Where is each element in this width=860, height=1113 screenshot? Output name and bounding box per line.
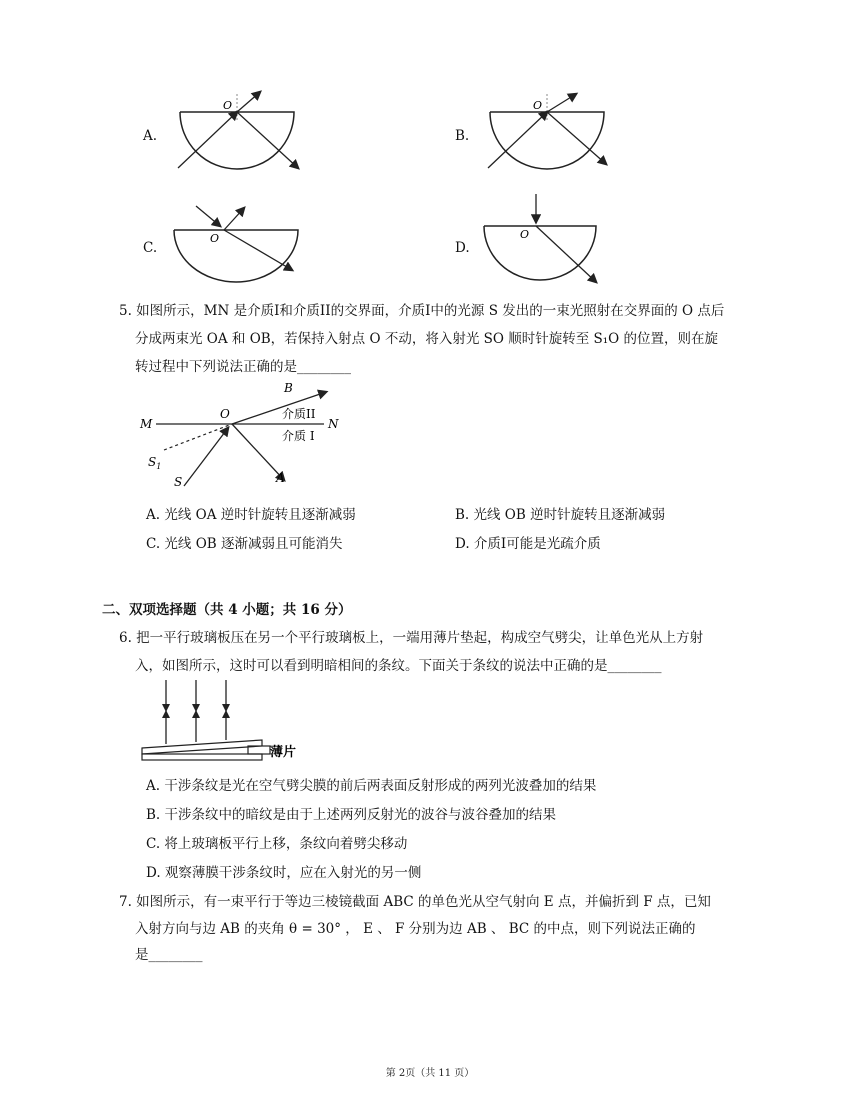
q5-label-s1: $S_1$ [148,455,162,471]
q5-label-a: A [276,471,285,485]
q6-option-c: C. 将上玻璃板平行上移，条纹向着劈尖移动 [146,836,408,852]
q6-label-shim: 薄片 [270,745,297,760]
q4-option-b-label: B. [455,128,470,144]
q5-line-2: 分成两束光 OA 和 OB，若保持入射点 O 不动，将入射光 SO 顺时针旋转至 S₁O 的位置，则在旋 [135,331,719,347]
q4-option-c-label: C. [143,240,158,256]
q4-option-d-diagram [478,192,618,288]
section-2-title: 二、双项选择题（共 4 小题；共 16 分） [102,602,352,618]
q4a-point-o: O [223,99,233,112]
q4-option-c-diagram [168,198,308,290]
q5-label-n: N [328,417,339,431]
q4d-point-o: O [520,228,530,241]
q6-line-2: 入，如图所示，这时可以看到明暗相间的条纹。下面关于条纹的说法中正确的是________ [135,658,662,674]
q5-label-medium2: 介质II [282,407,316,421]
q5-line-1: 5. 如图所示，MN 是介质I和介质II的交界面，介质I中的光源 S 发出的一束光照射在交界面的 O 点后 [119,303,725,319]
q6-line-1: 6. 把一平行玻璃板压在另一个平行玻璃板上，一端用薄片垫起，构成空气劈尖，让单色光从上方射 [119,630,704,646]
q7-line-2: 入射方向与边 AB 的夹角 θ = 30° ， E 、 F 分别为边 AB 、 BC 的中点，则下列说法正确的 [135,921,696,937]
q4b-point-o: O [533,99,543,112]
q5-option-d: D. 介质I可能是光疏介质 [455,536,601,552]
q6-option-d: D. 观察薄膜干涉条纹时，应在入射光的另一侧 [146,865,422,881]
q4-option-a-label: A. [143,128,158,144]
q4-option-d-label: D. [455,240,470,256]
q5-label-medium1: 介质 I [282,429,315,443]
q7-line-3: 是________ [135,947,203,963]
page-footer: 第 2页（共 11 页） [385,1068,475,1079]
q7-line-1: 7. 如图所示，有一束平行于等边三棱镜截面 ABC 的单色光从空气射向 E 点，并偏折到 F 点，已知 [119,894,711,910]
q5-label-m: M [140,417,153,431]
q5-line-3: 转过程中下列说法正确的是________ [135,359,351,375]
q5-label-s: S [174,475,183,489]
q5-option-b: B. 光线 OB 逆时针旋转且逐渐减弱 [455,507,666,523]
q5-option-a: A. 光线 OA 逆时针旋转且逐渐减弱 [146,507,356,523]
q6-diagram [138,680,298,766]
q5-option-c: C. 光线 OB 逐渐减弱且可能消失 [146,536,343,552]
q5-label-o: O [220,407,230,421]
q4-option-b-diagram [478,88,618,180]
q5-diagram [134,378,374,498]
q6-option-a: A. 干涉条纹是光在空气劈尖膜的前后两表面反射形成的两列光波叠加的结果 [146,778,597,794]
q4c-point-o: O [210,232,220,245]
q4-option-a-diagram [168,88,308,180]
q6-option-b: B. 干涉条纹中的暗纹是由于上述两列反射光的波谷与波谷叠加的结果 [146,807,557,823]
q5-label-b: B [284,381,293,395]
